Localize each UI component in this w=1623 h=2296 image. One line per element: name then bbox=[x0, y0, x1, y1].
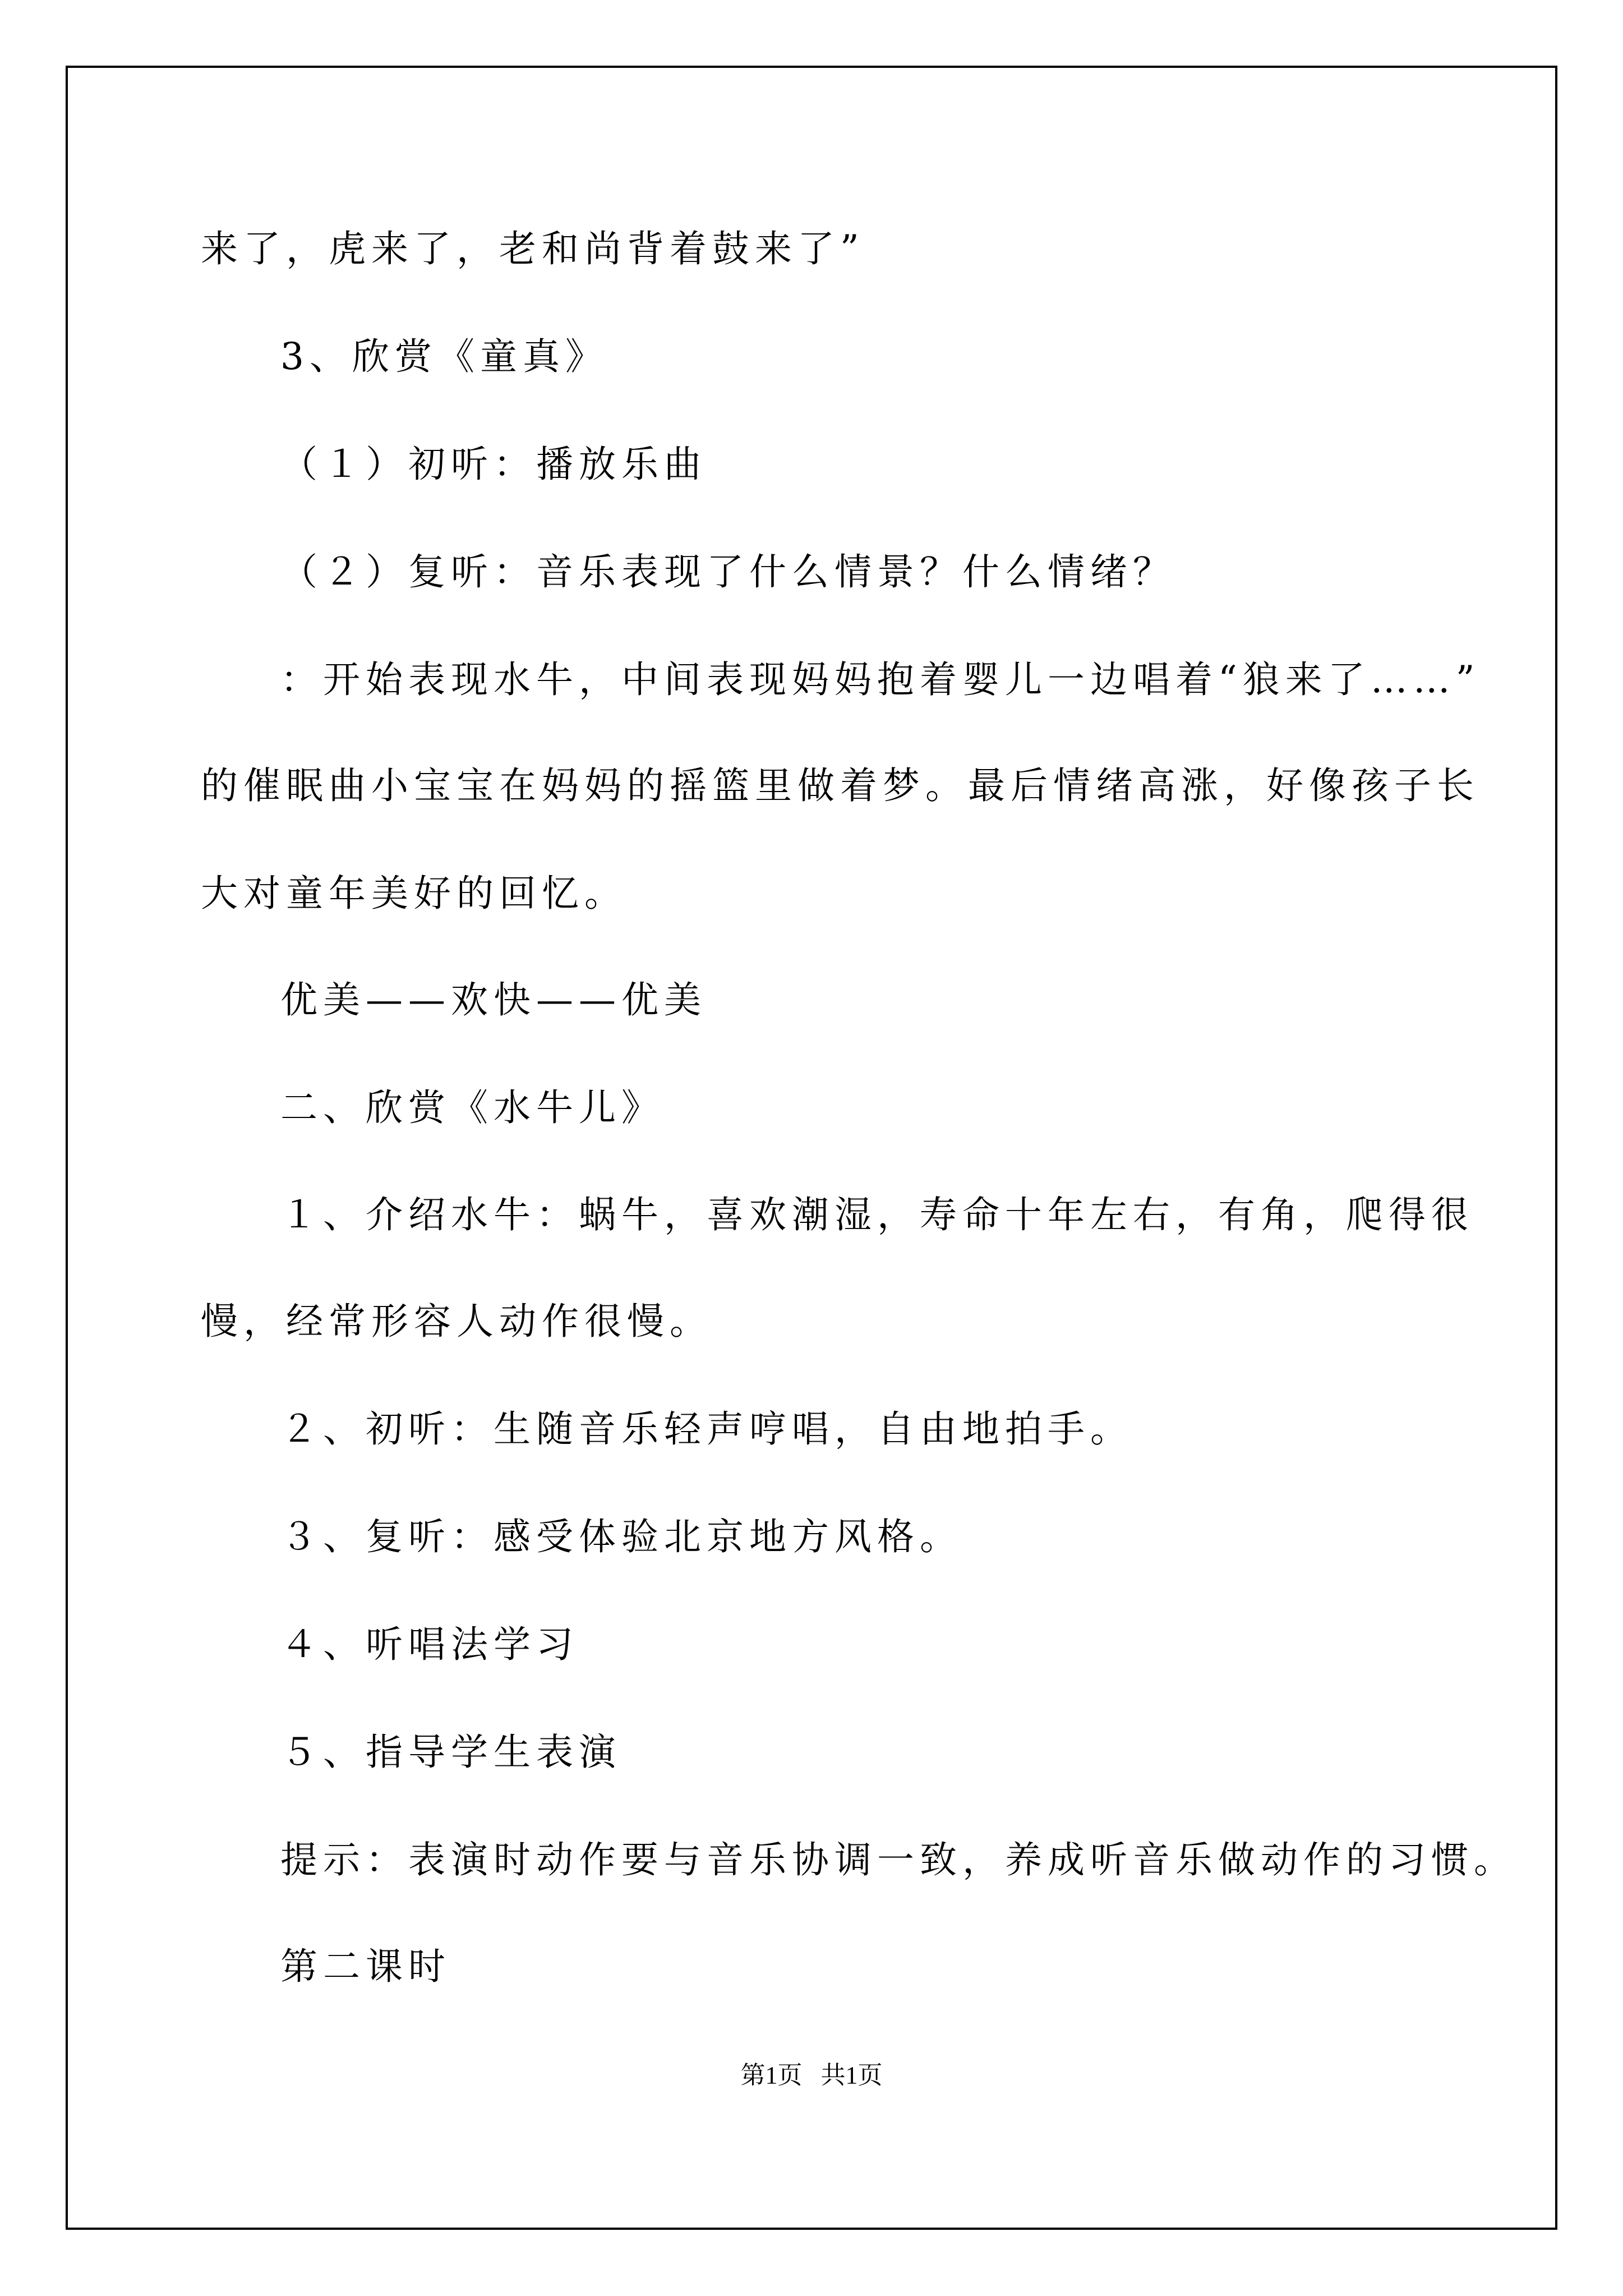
text-line-12: ２、初听：生随音乐轻声哼唱，自由地拍手。 bbox=[280, 1407, 1133, 1451]
text-line-17: 第二课时 bbox=[280, 1945, 451, 1988]
text-line-15: ５、指导学生表演 bbox=[280, 1731, 621, 1774]
text-line-7: 大对童年美好的回忆。 bbox=[201, 872, 627, 915]
text-line-1: 来了，虎来了，老和尚背着鼓来了” bbox=[201, 227, 865, 270]
text-line-11: 慢，经常形容人动作很慢。 bbox=[201, 1300, 712, 1343]
text-line-8: 优美——欢快——优美 bbox=[280, 978, 707, 1022]
text-line-14: ４、听唱法学习 bbox=[280, 1623, 579, 1666]
page-border bbox=[66, 66, 1557, 2230]
text-line-13: ３、复听：感受体验北京地方风格。 bbox=[280, 1515, 962, 1558]
text-line-2: 3、欣赏《童真》 bbox=[280, 335, 608, 378]
text-line-16: 提示：表演时动作要与音乐协调一致，养成听音乐做动作的习惯。 bbox=[280, 1838, 1516, 1881]
page-footer: 第1页 共1页 bbox=[740, 2062, 883, 2089]
text-line-10: １、介绍水牛：蜗牛，喜欢潮湿，寿命十年左右，有角，爬得很 bbox=[280, 1193, 1474, 1236]
text-line-6: 的催眠曲小宝宝在妈妈的摇篮里做着梦。最后情绪高涨，好像孩子长 bbox=[201, 764, 1479, 807]
text-line-9: 二、欣赏《水牛儿》 bbox=[280, 1086, 664, 1129]
text-line-4: （２）复听：音乐表现了什么情景？什么情绪？ bbox=[280, 550, 1175, 593]
text-line-5: ：开始表现水牛，中间表现妈妈抱着婴儿一边唱着“狼来了……” bbox=[280, 658, 1481, 701]
text-line-3: （１）初听：播放乐曲 bbox=[280, 443, 707, 486]
